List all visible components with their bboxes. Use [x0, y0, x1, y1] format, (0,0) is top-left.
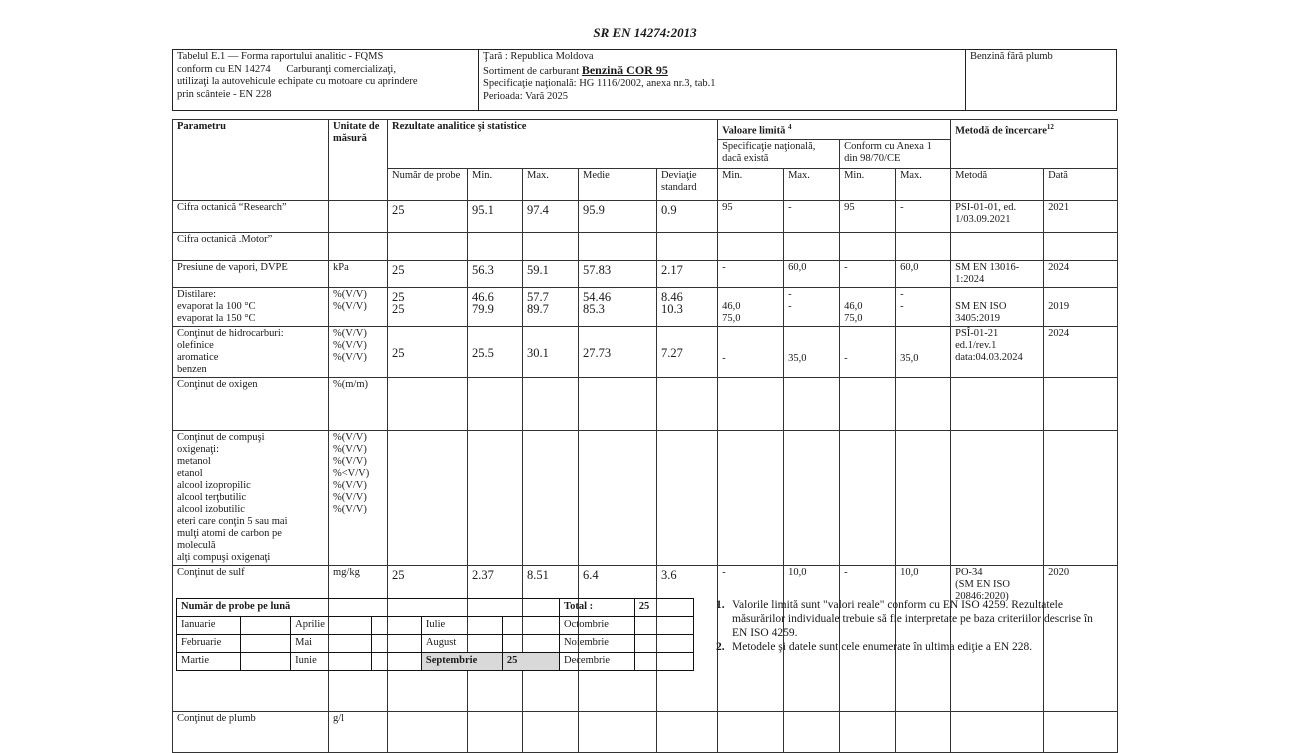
cell-spec-max [784, 232, 840, 260]
footnote-text: Valorile limită sunt "valori reale" conform cu EN ISO 4259. Rezultatele măsurărilor individuale trebuie să fie interpretate pe baza criteriilor descrise în EN ISO 4259. [732, 599, 1093, 639]
cell-min: 56.3 [468, 260, 523, 287]
cell-min: 25.5 [468, 326, 523, 377]
table-row [173, 377, 1118, 430]
col-metoda-incercare [951, 120, 1118, 169]
cell-unit [329, 200, 388, 232]
table-row [173, 287, 1118, 326]
total-label: Total : [560, 599, 635, 617]
cell-param: Conţinut de compuşi oxigenaţi: metanol etanol alcool izopropilic alcool terţbutilic alcool izobutilic eteri care conţin 5 sau mai mulţi atomi de carbon pe moleculă alţi compuşi oxigenaţi [173, 430, 329, 565]
cell-dev [657, 377, 718, 430]
footnotes [716, 598, 1096, 654]
month-name: Decembrie [560, 653, 635, 671]
cell-metoda: PO-34 (SM EN ISO 20846:2020) [951, 565, 1044, 711]
cell-medie: 6.4 [579, 565, 657, 711]
cell-spec-min: - [718, 565, 784, 711]
col-valoare-limita [718, 120, 951, 140]
col-spec-nat: Specificaţie naţională, dacă există [718, 139, 840, 168]
month-count [372, 617, 422, 635]
cell-anexa-min [840, 232, 896, 260]
cell-unit: %(V/V) %(V/V) [329, 287, 388, 326]
cell-dev: 0.9 [657, 200, 718, 232]
cell-min [468, 711, 523, 752]
cell-dev: 8.46 10.3 [657, 287, 718, 326]
col-max: Max. [523, 168, 579, 200]
cell-unit: %(V/V) %(V/V) %(V/V) %<V/V) %(V/V) %(V/V) %(V/V) [329, 430, 388, 565]
cell-anexa-min [840, 430, 896, 565]
cell-metoda: SM EN ISO 3405:2019 [951, 287, 1044, 326]
form-line: conform cu EN 14274 Carburanţi comercializaţi, [177, 63, 396, 75]
col-spec-min: Min. [718, 168, 784, 200]
form-line: Tabelul E.1 — Forma raportului analitic - FQMS [177, 51, 384, 62]
cell-dev: 3.6 [657, 565, 718, 711]
cell-n [388, 377, 468, 430]
cell-unit: %(V/V) %(V/V) %(V/V) [329, 326, 388, 377]
cell-anexa-max: 10,0 [896, 565, 951, 711]
cell-metoda [951, 430, 1044, 565]
cell-n: 25 [388, 200, 468, 232]
cell-min [468, 430, 523, 565]
cell-data [1044, 232, 1118, 260]
month-name: Noiembrie [560, 635, 635, 653]
cell-medie [579, 430, 657, 565]
month-count [241, 635, 291, 653]
col-unitate: Unitate de măsură [329, 120, 388, 201]
month-name: Aprilie [291, 617, 372, 635]
col-rezultate: Rezultate analitice şi statistice [388, 120, 718, 169]
month-count [372, 635, 422, 653]
cell-data: 2024 [1044, 260, 1118, 287]
month-name: Mai [291, 635, 372, 653]
cell-metoda [951, 232, 1044, 260]
month-count [241, 617, 291, 635]
month-count [241, 653, 291, 671]
document-title: SR EN 14274:2013 [593, 25, 697, 40]
cell-dev: 7.27 [657, 326, 718, 377]
cell-min: 46.6 79.9 [468, 287, 523, 326]
table-row [173, 326, 1118, 377]
table-row [173, 711, 1118, 752]
cell-anexa-min: - [840, 260, 896, 287]
cell-anexa-min [840, 377, 896, 430]
month-name: Iunie [291, 653, 372, 671]
col-conform-anexa: Conform cu Anexa 1 din 98/70/CE [840, 139, 951, 168]
cell-max: 97.4 [523, 200, 579, 232]
month-count [502, 635, 559, 653]
fuel-label: Sortiment de carburant [483, 65, 582, 77]
month-count: 25 [502, 653, 559, 671]
cell-anexa-min: - [840, 565, 896, 711]
cell-medie: 54.46 85.3 [579, 287, 657, 326]
cell-max: 30.1 [523, 326, 579, 377]
cell-n: 25 [388, 565, 468, 711]
cell-spec-min [718, 430, 784, 565]
country: Ţară : Republica Moldova [483, 51, 594, 62]
cell-spec-max [784, 430, 840, 565]
table-row [173, 430, 1118, 565]
cell-param: Presiune de vapori, DVPE [173, 260, 329, 287]
cell-spec-max: 60,0 [784, 260, 840, 287]
table-row [173, 200, 1118, 232]
cell-anexa-max [896, 430, 951, 565]
cell-anexa-max: 35,0 [896, 326, 951, 377]
cell-data: 2021 [1044, 200, 1118, 232]
month-count [634, 635, 693, 653]
fuel-info [479, 50, 966, 111]
col-medie: Medie [579, 168, 657, 200]
cell-min: 95.1 [468, 200, 523, 232]
cell-medie: 27.73 [579, 326, 657, 377]
valoare-limita-label: Valoare limită [722, 125, 788, 137]
col-min: Min. [468, 168, 523, 200]
cell-metoda: PSÎ-01-21 ed.1/rev.1 data:04.03.2024 [951, 326, 1044, 377]
cell-data: 2024 [1044, 326, 1118, 377]
cell-spec-max: 35,0 [784, 326, 840, 377]
period: Perioada: Vară 2025 [483, 90, 568, 102]
cell-max: 8.51 [523, 565, 579, 711]
month-name: Martie [177, 653, 241, 671]
col-metoda: Metodă [951, 168, 1044, 200]
cell-spec-max: 10,0 [784, 565, 840, 711]
cell-data: 2019 [1044, 287, 1118, 326]
cell-dev [657, 711, 718, 752]
cell-data [1044, 377, 1118, 430]
cell-max [523, 377, 579, 430]
col-data: Dată [1044, 168, 1118, 200]
cell-max [523, 232, 579, 260]
cell-max [523, 430, 579, 565]
month-name: Februarie [177, 635, 241, 653]
cell-param: Conţinut de hidrocarburi: olefinice aromatice benzen [173, 326, 329, 377]
footnote-ref: 12 [1046, 123, 1054, 131]
form-description [173, 50, 479, 111]
cell-spec-min: 95 [718, 200, 784, 232]
fuel-type: Benzină fără plumb [966, 50, 1117, 111]
cell-anexa-max: 60,0 [896, 260, 951, 287]
cell-param: Conţinut de plumb [173, 711, 329, 752]
cell-anexa-min: 95 [840, 200, 896, 232]
months-row [177, 635, 694, 653]
cell-n: 25 [388, 326, 468, 377]
footnote-number: 2. [716, 641, 725, 653]
cell-metoda [951, 377, 1044, 430]
form-line: prin scânteie - EN 228 [177, 88, 272, 100]
month-name: Octombrie [560, 617, 635, 635]
months-row [177, 617, 694, 635]
cell-spec-max [784, 377, 840, 430]
cell-min [468, 377, 523, 430]
table-row [173, 260, 1118, 287]
cell-medie: 57.83 [579, 260, 657, 287]
cell-unit: kPa [329, 260, 388, 287]
month-name: Iulie [421, 617, 502, 635]
cell-unit: mg/kg [329, 565, 388, 711]
national-spec: Specificaţie naţională: HG 1116/2002, anexa nr.3, tab.1 [483, 78, 716, 89]
footnote-number: 1. [716, 599, 725, 611]
cell-spec-max: - - [784, 287, 840, 326]
footnote-ref: 4 [787, 123, 792, 131]
month-count [634, 617, 693, 635]
cell-dev [657, 430, 718, 565]
cell-spec-max [784, 711, 840, 752]
cell-n [388, 711, 468, 752]
cell-anexa-max [896, 232, 951, 260]
cell-medie [579, 377, 657, 430]
cell-spec-max: - [784, 200, 840, 232]
col-anexa-min: Min. [840, 168, 896, 200]
col-spec-max: Max. [784, 168, 840, 200]
cell-min: 2.37 [468, 565, 523, 711]
month-name: Ianuarie [177, 617, 241, 635]
cell-medie: 95.9 [579, 200, 657, 232]
cell-spec-min: 46,0 75,0 [718, 287, 784, 326]
cell-metoda: SM EN 13016-1:2024 [951, 260, 1044, 287]
cell-anexa-min [840, 711, 896, 752]
cell-param: Conţinut de oxigen [173, 377, 329, 430]
cell-n [388, 232, 468, 260]
col-numar-probe: Număr de probe [388, 168, 468, 200]
month-name: Septembrie [421, 653, 502, 671]
cell-unit: %(m/m) [329, 377, 388, 430]
cell-metoda [951, 711, 1044, 752]
month-count [502, 617, 559, 635]
form-line: utilizaţi la autovehicule echipate cu motoare cu aprindere [177, 76, 418, 87]
total-value: 25 [634, 599, 693, 617]
cell-anexa-min: 46,0 75,0 [840, 287, 896, 326]
cell-dev: 2.17 [657, 260, 718, 287]
cell-spec-min [718, 377, 784, 430]
footnote [716, 598, 1096, 640]
month-count [634, 653, 693, 671]
cell-anexa-max: - - [896, 287, 951, 326]
cell-param: Cifra octanică “Research” [173, 200, 329, 232]
table-row [173, 232, 1118, 260]
cell-param: Distilare: evaporat la 100 °C evaporat la 150 °C [173, 287, 329, 326]
footnote-text: Metodele şi datele sunt cele enumerate în ultima ediţie a EN 228. [732, 641, 1033, 653]
cell-min [468, 232, 523, 260]
cell-spec-min: - [718, 260, 784, 287]
cell-max: 57.7 89.7 [523, 287, 579, 326]
fuel-value: Benzină COR 95 [581, 62, 668, 77]
cell-anexa-max [896, 711, 951, 752]
col-anexa-max: Max. [896, 168, 951, 200]
metoda-incercare-label: Metodă de încercare [955, 125, 1047, 137]
cell-unit [329, 232, 388, 260]
cell-param: Conţinut de sulf [173, 565, 329, 711]
cell-spec-min: - [718, 326, 784, 377]
cell-anexa-max: - [896, 200, 951, 232]
cell-spec-min [718, 711, 784, 752]
cell-medie [579, 711, 657, 752]
cell-anexa-max [896, 377, 951, 430]
cell-dev [657, 232, 718, 260]
cell-n: 25 [388, 260, 468, 287]
cell-anexa-min: - [840, 326, 896, 377]
cell-n [388, 430, 468, 565]
monthly-title: Număr de probe pe lună [177, 599, 560, 617]
cell-medie [579, 232, 657, 260]
cell-spec-min [718, 232, 784, 260]
cell-metoda: PSI-01-01, ed. 1/03.09.2021 [951, 200, 1044, 232]
footnote [716, 640, 1096, 654]
month-name: August [421, 635, 502, 653]
col-parametru: Parametru [173, 120, 329, 201]
cell-param: Cifra octanică .Motor” [173, 232, 329, 260]
report-header-table [172, 49, 1117, 111]
cell-data [1044, 430, 1118, 565]
month-count [372, 653, 422, 671]
months-row [177, 653, 694, 671]
cell-n: 25 25 [388, 287, 468, 326]
monthly-samples-table [176, 598, 694, 671]
fuel-sort [483, 64, 961, 79]
cell-max [523, 711, 579, 752]
cell-data [1044, 711, 1118, 752]
cell-data: 2020 [1044, 565, 1118, 711]
cell-max: 59.1 [523, 260, 579, 287]
col-deviatie: Deviaţie standard [657, 168, 718, 200]
cell-unit: g/l [329, 711, 388, 752]
